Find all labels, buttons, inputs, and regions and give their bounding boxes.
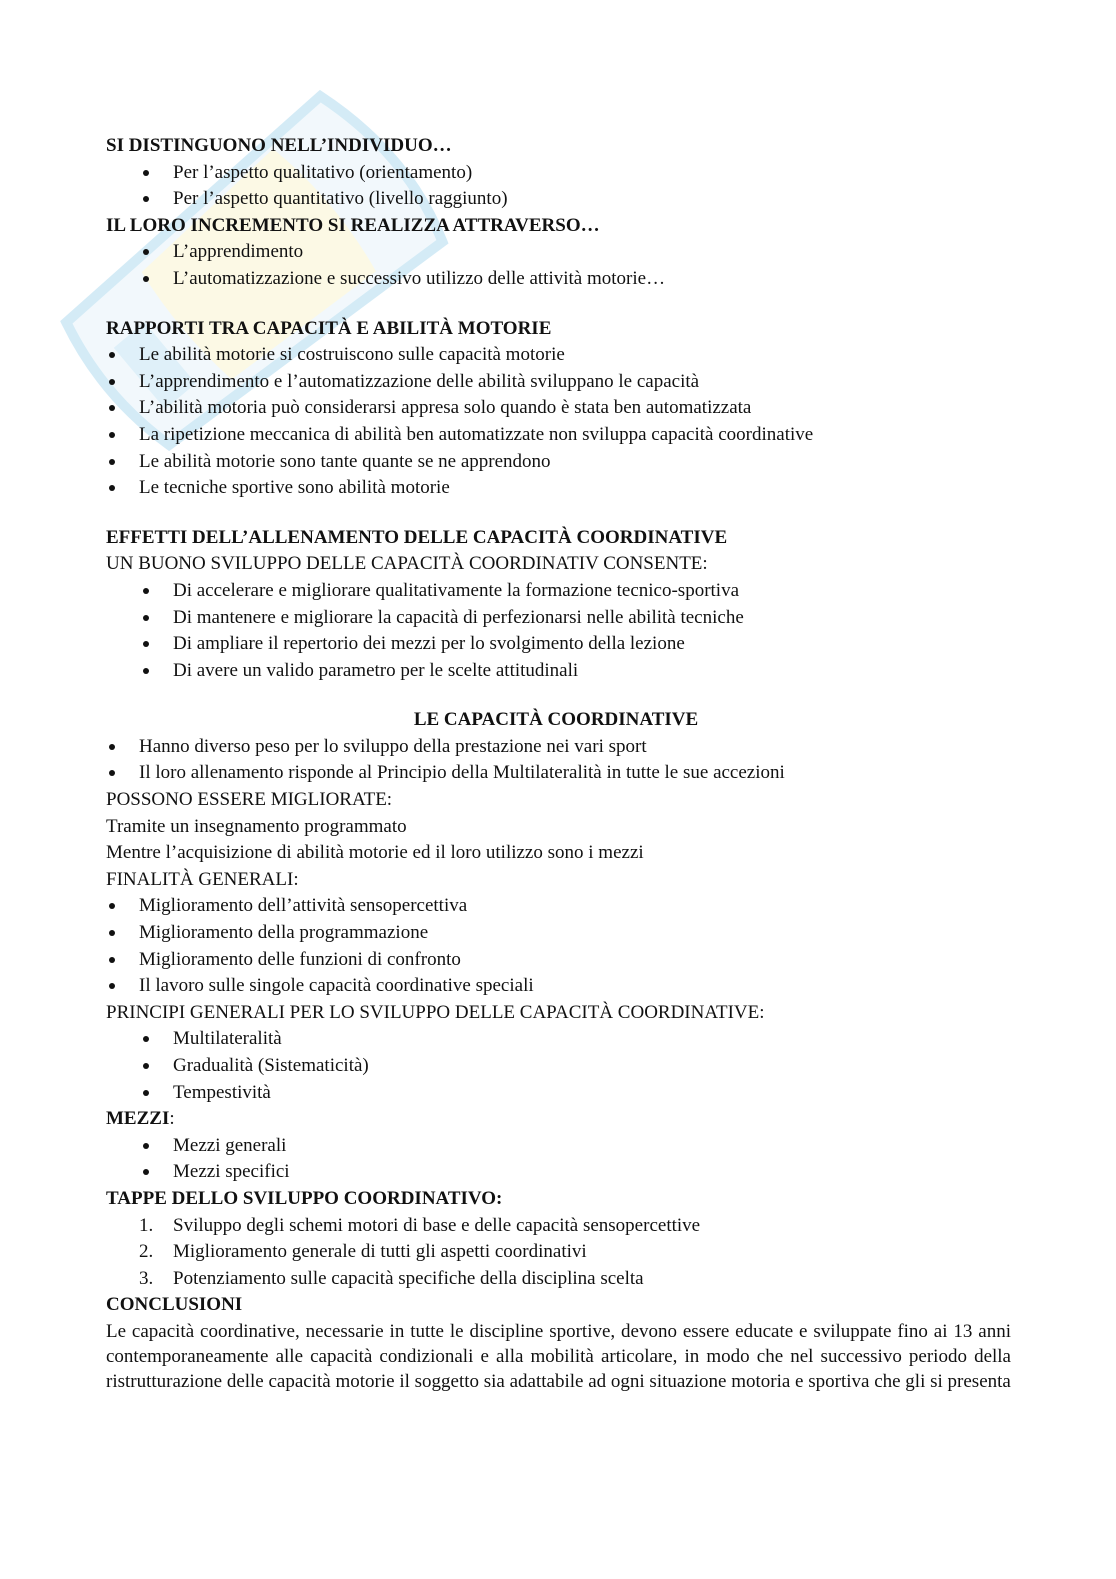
bullet-icon [143,1090,149,1096]
text-line: Mentre l’acquisizione di abilità motorie ed il loro utilizzo sono i mezzi [106,842,644,864]
item-number: 1. [139,1214,154,1236]
numbered-item: 3. Potenziamento sulle capacità specifiche della disciplina scelta [106,1266,1026,1293]
numbered-item: 1. Sviluppo degli schemi motori di base e delle capacità sensopercettive [106,1213,1026,1240]
list-item: L’automatizzazione e successivo utilizzo delle attività motorie… [106,266,1026,293]
bullet-icon [109,930,115,936]
list-item: Le abilità motorie si costruiscono sulle capacità motorie [106,342,1026,369]
section-title-capacita: LE CAPACITÀ COORDINATIVE [413,709,699,731]
bullet-icon [109,983,115,989]
list-item: L’apprendimento [106,239,1026,266]
bullet-icon [143,170,149,176]
list-item: Miglioramento delle funzioni di confronto [106,947,1026,974]
list-item: Di mantenere e migliorare la capacità di perfezionarsi nelle abilità tecniche [106,605,1026,632]
bullet-icon [143,668,149,674]
list-item: Mezzi generali [106,1133,1026,1160]
bullet-icon [109,352,115,358]
document-body [106,133,1026,1394]
list-item: Di avere un valido parametro per le scelte attitudinali [106,658,1026,685]
list-item: Hanno diverso peso per lo sviluppo della prestazione nei vari sport [106,734,1026,761]
list-item: Tempestività [106,1080,1026,1107]
heading-rapporti: RAPPORTI TRA CAPACITÀ E ABILITÀ MOTORIE [106,317,552,339]
heading-incremento: IL LORO INCREMENTO SI REALIZZA ATTRAVERSO… [106,214,600,236]
bullet-icon [109,770,115,776]
list-item: Le abilità motorie sono tante quante se ne apprendono [106,449,1026,476]
list-item: Per l’aspetto qualitativo (orientamento) [106,160,1026,187]
label-principi: PRINCIPI GENERALI PER LO SVILUPPO DELLE CAPACITÀ COORDINATIVE: [106,1001,765,1023]
bullet-icon [143,1063,149,1069]
list-item: Di accelerare e migliorare qualitativamente la formazione tecnico-sportiva [106,578,1026,605]
heading-tappe: TAPPE DELLO SVILUPPO COORDINATIVO: [106,1187,503,1209]
list-item: Miglioramento dell’attività sensopercettiva [106,893,1026,920]
item-number: 3. [139,1267,154,1289]
text-line: Tramite un insegnamento programmato [106,815,407,837]
bullet-icon [143,276,149,282]
bullet-icon [109,957,115,963]
label-finalita: FINALITÀ GENERALI: [106,868,299,890]
list-item: L’abilità motoria può considerarsi appresa solo quando è stata ben automatizzata [106,395,1026,422]
bullet-icon [143,249,149,255]
bullet-icon [109,432,115,438]
bullet-icon [109,405,115,411]
bullet-icon [143,1169,149,1175]
heading-conclusioni: CONCLUSIONI [106,1294,243,1316]
list-item: Gradualità (Sistematicità) [106,1053,1026,1080]
bullet-icon [109,744,115,750]
heading-mezzi-line [106,1106,1026,1133]
bullet-icon [143,1143,149,1149]
list-item: Per l’aspetto quantitativo (livello raggiunto) [106,186,1026,213]
bullet-icon [143,1036,149,1042]
heading-mezzi-colon: : [169,1108,175,1130]
bullet-icon [109,459,115,465]
list-item: Il loro allenamento risponde al Principio della Multilateralità in tutte le sue accezioni [106,760,1026,787]
list-item: La ripetizione meccanica di abilità ben automatizzate non sviluppa capacità coordinative [106,422,1026,449]
heading-distinguono: SI DISTINGUONO NELL’INDIVIDUO… [106,135,452,156]
bullet-icon [109,379,115,385]
bullet-icon [143,196,149,202]
list-item: Di ampliare il repertorio dei mezzi per lo svolgimento della lezione [106,631,1026,658]
subheading-consente: UN BUONO SVILUPPO DELLE CAPACITÀ COORDINATIV CONSENTE: [106,553,708,575]
bullet-icon [143,615,149,621]
bullet-icon [143,588,149,594]
item-number: 2. [139,1241,154,1263]
list-item: Mezzi specifici [106,1159,1026,1186]
heading-mezzi: MEZZI [106,1108,170,1130]
list-item: Le tecniche sportive sono abilità motorie [106,475,1026,502]
list-item: L’apprendimento e l’automatizzazione delle abilità sviluppano le capacità [106,369,1026,396]
list-item: Multilateralità [106,1026,1026,1053]
bullet-icon [109,485,115,491]
bullet-icon [109,903,115,909]
list-item: Il lavoro sulle singole capacità coordinative speciali [106,973,1026,1000]
label-migliorate: POSSONO ESSERE MIGLIORATE: [106,789,393,811]
bullet-icon [143,641,149,647]
conclusioni-paragraph: Le capacità coordinative, necessarie in tutte le discipline sportive, devono essere educate e sviluppate fino ai 13 anni contemporaneamente alle capacità condizionali e alla mobilità articolare, in modo che nel successivo periodo della ristrutturazione delle capacità motorie il soggetto sia adattabile ad ogni situazione motoria e sportiva che gli si presenta [106,1320,1011,1392]
heading-effetti: EFFETTI DELL’ALLENAMENTO DELLE CAPACITÀ COORDINATIVE [106,526,728,548]
list-item: Miglioramento della programmazione [106,920,1026,947]
numbered-item: 2. Miglioramento generale di tutti gli aspetti coordinativi [106,1239,1026,1266]
